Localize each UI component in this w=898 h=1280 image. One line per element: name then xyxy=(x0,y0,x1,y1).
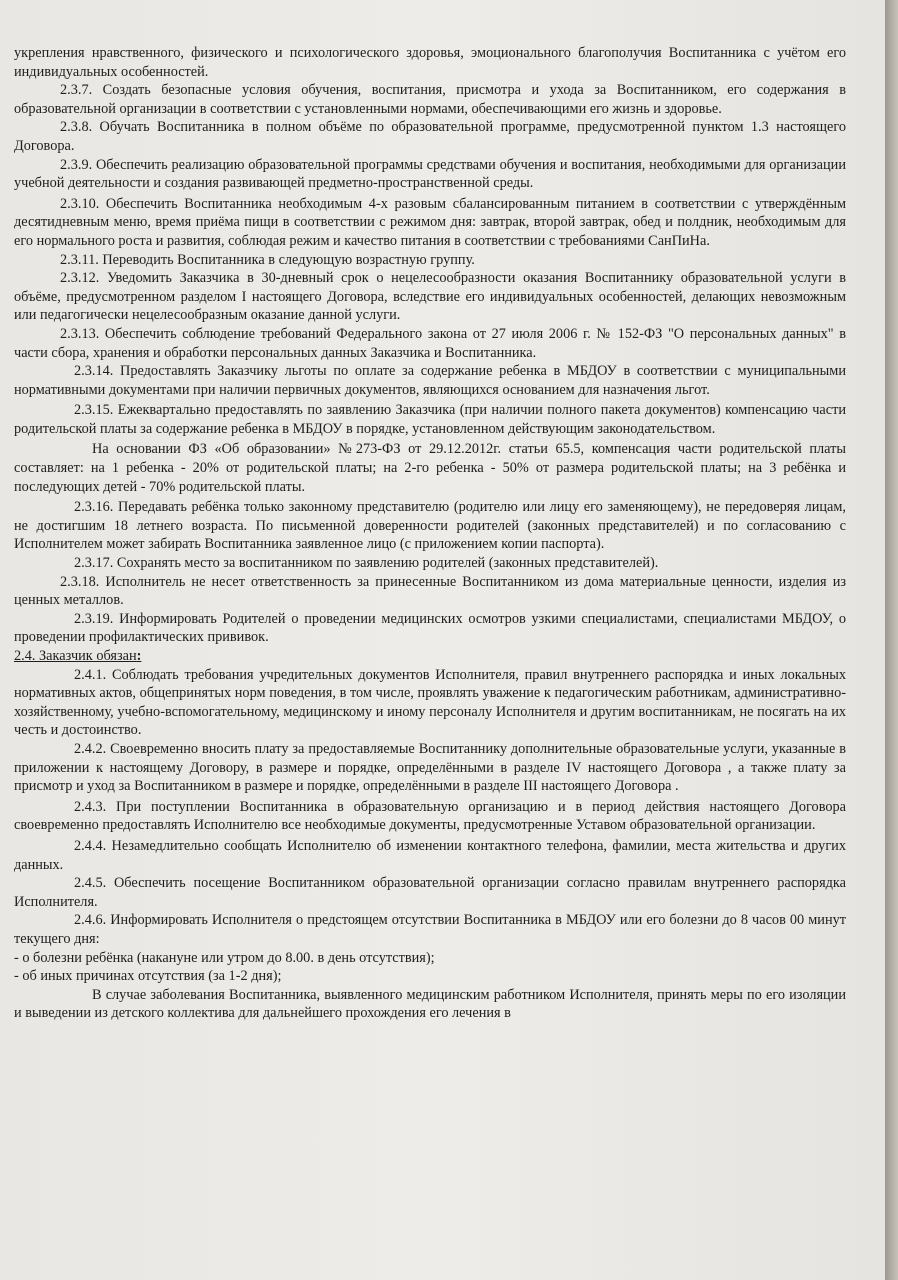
clause-2-4-1: 2.4.1. Соблюдать требования учредительных документов Исполнителя, правил внутреннего распорядка и иных локальных нормативных актов, общепринятых норм поведения, в том числе, проявлять уважение к педагогическим работникам, административно-хозяйственному, учебно-вспомогательному, медицинскому и иному персоналу Исполнителя и другим воспитанникам, не посягать на их честь и достоинство. xyxy=(14,666,846,739)
page-edge-shadow xyxy=(885,0,898,1280)
clause-2-4-2: 2.4.2. Своевременно вносить плату за предоставляемые Воспитаннику дополнительные образовательные услуги, указанные в приложении к настоящему Договору, в размере и порядке, определёнными в разделе IV настоящего Договора , а также плату за присмотр и уход за Воспитанником в размере и порядке, определёнными в разделе III настоящего Договора . xyxy=(14,740,846,795)
list-item-other-reasons: - об иных причинах отсутствия (за 1-2 дня); xyxy=(14,968,282,985)
document-text xyxy=(14,44,846,1023)
clause-2-3-11: 2.3.11. Переводить Воспитанника в следующую возрастную группу. xyxy=(60,251,475,268)
paragraph-illness-case: В случае заболевания Воспитанника, выявленного медицинским работником Исполнителя, принять меры по его изоляции и выведении из детского коллектива для дальнейшего прохождения его лечения в xyxy=(14,986,846,1022)
section-heading-2-4 xyxy=(14,647,846,666)
section-heading-text: 2.4. Заказчик обязан xyxy=(14,648,137,664)
clause-2-4-5: 2.4.5. Обеспечить посещение Воспитанником образовательной организации согласно правилам внутреннего распорядка Исполнителя. xyxy=(14,875,846,910)
clause-2-3-14: 2.3.14. Предоставлять Заказчику льготы по оплате за содержание ребенка в МБДОУ в соответствии с муниципальными нормативными документами при наличии первичных документов, являющихся основанием для назначения льгот. xyxy=(14,363,846,398)
compensation-paragraph: На основании ФЗ «Об образовании» №273-ФЗ от 29.12.2012г. статьи 65.5, компенсация части родительской платы составляет: на 1 ребенка - 20% от родительской платы; на 2-го ребенка - 50% от размера родительской платы; на 3 ребёнка и последующих детей - 70% родительской платы. xyxy=(14,441,846,495)
clause-2-3-13: 2.3.13. Обеспечить соблюдение требований Федерального закона от 27 июля 2006 г. № 152-ФЗ "О персональных данных" в части сбора, хранения и обработки персональных данных Заказчика и Воспитанника. xyxy=(14,325,846,361)
clause-2-3-12: 2.3.12. Уведомить Заказчика в 30-дневный срок о нецелесообразности оказания Воспитаннику образовательной услуги в объёме, предусмотренном разделом I настоящего Договора, вследствие его индивидуальных особенностей, делающих невозможным или педагогически нецелесообразным оказание данной услуги. xyxy=(14,270,846,324)
clause-2-4-3: 2.4.3. При поступлении Воспитанника в образовательную организацию и в период действия настоящего Договора своевременно предоставлять Исполнителю все необходимые документы, предусмотренные Уставом образовательной организации. xyxy=(14,798,846,834)
clause-2-3-9: 2.3.9. Обеспечить реализацию образовательной программы средствами обучения и воспитания, необходимыми для организации учебной деятельности и создания развивающей предметно-пространственной среды. xyxy=(14,156,846,192)
clause-2-3-18: 2.3.18. Исполнитель не несет ответственность за принесенные Воспитанником из дома материальные ценности, изделия из ценных металлов. xyxy=(14,573,846,609)
paragraph-intro: укрепления нравственного, физического и психологического здоровья, эмоционального благополучия Воспитанника с учётом его индивидуальных особенностей. xyxy=(14,45,846,80)
clause-2-3-8: 2.3.8. Обучать Воспитанника в полном объёме по образовательной программе, предусмотренной пунктом 1.3 настоящего Договора. xyxy=(14,119,846,154)
clause-2-3-15: 2.3.15. Ежеквартально предоставлять по заявлению Заказчика (при наличии полного пакета документов) компенсацию части родительской платы за содержание ребенка в МБДОУ в порядке, установленном действующим законодательством. xyxy=(14,402,846,437)
section-heading-colon: : xyxy=(136,648,142,664)
clause-2-3-17: 2.3.17. Сохранять место за воспитанником по заявлению родителей (законных представителей). xyxy=(74,555,659,572)
clause-2-3-16: 2.3.16. Передавать ребёнка только законному представителю (родителю или лицу его заменяющему), не передоверяя лицам, не достигшим 18 летнего возраста. По письменной доверенности родителей (законных представителей) и по согласованию с Исполнителем может забирать Воспитанника заявленное лицо (с приложением копии паспорта). xyxy=(14,499,846,553)
list-item-illness: - о болезни ребёнка (накануне или утром до 8.00. в день отсутствия); xyxy=(14,949,435,966)
clause-2-3-19: 2.3.19. Информировать Родителей о проведении медицинских осмотров узкими специалистами, специалистами МБДОУ, о проведении профилактических прививок. xyxy=(14,610,846,646)
clause-2-4-6: 2.4.6. Информировать Исполнителя о предстоящем отсутствии Воспитанника в МБДОУ или его болезни до 8 часов 00 минут текущего дня: xyxy=(14,912,846,947)
clause-2-4-4: 2.4.4. Незамедлительно сообщать Исполнителю об изменении контактного телефона, фамилии, места жительства и других данных. xyxy=(14,837,846,873)
clause-2-3-10: 2.3.10. Обеспечить Воспитанника необходимым 4-х разовым сбалансированным питанием в соответствии с утверждённым десятидневным меню, время приёма пищи в соответствии с режимом дня: завтрак, второй завтрак, обед и полдник, необходимым для его нормального роста и развития, соблюдая режим и качество питания в соответствии с требованиями СанПиНа. xyxy=(14,195,846,249)
clause-2-3-7: 2.3.7. Создать безопасные условия обучения, воспитания, присмотра и ухода за Воспитанником, его содержания в образовательной организации в соответствии с установленными нормами, обеспечивающими его жизнь и здоровье. xyxy=(14,82,846,117)
